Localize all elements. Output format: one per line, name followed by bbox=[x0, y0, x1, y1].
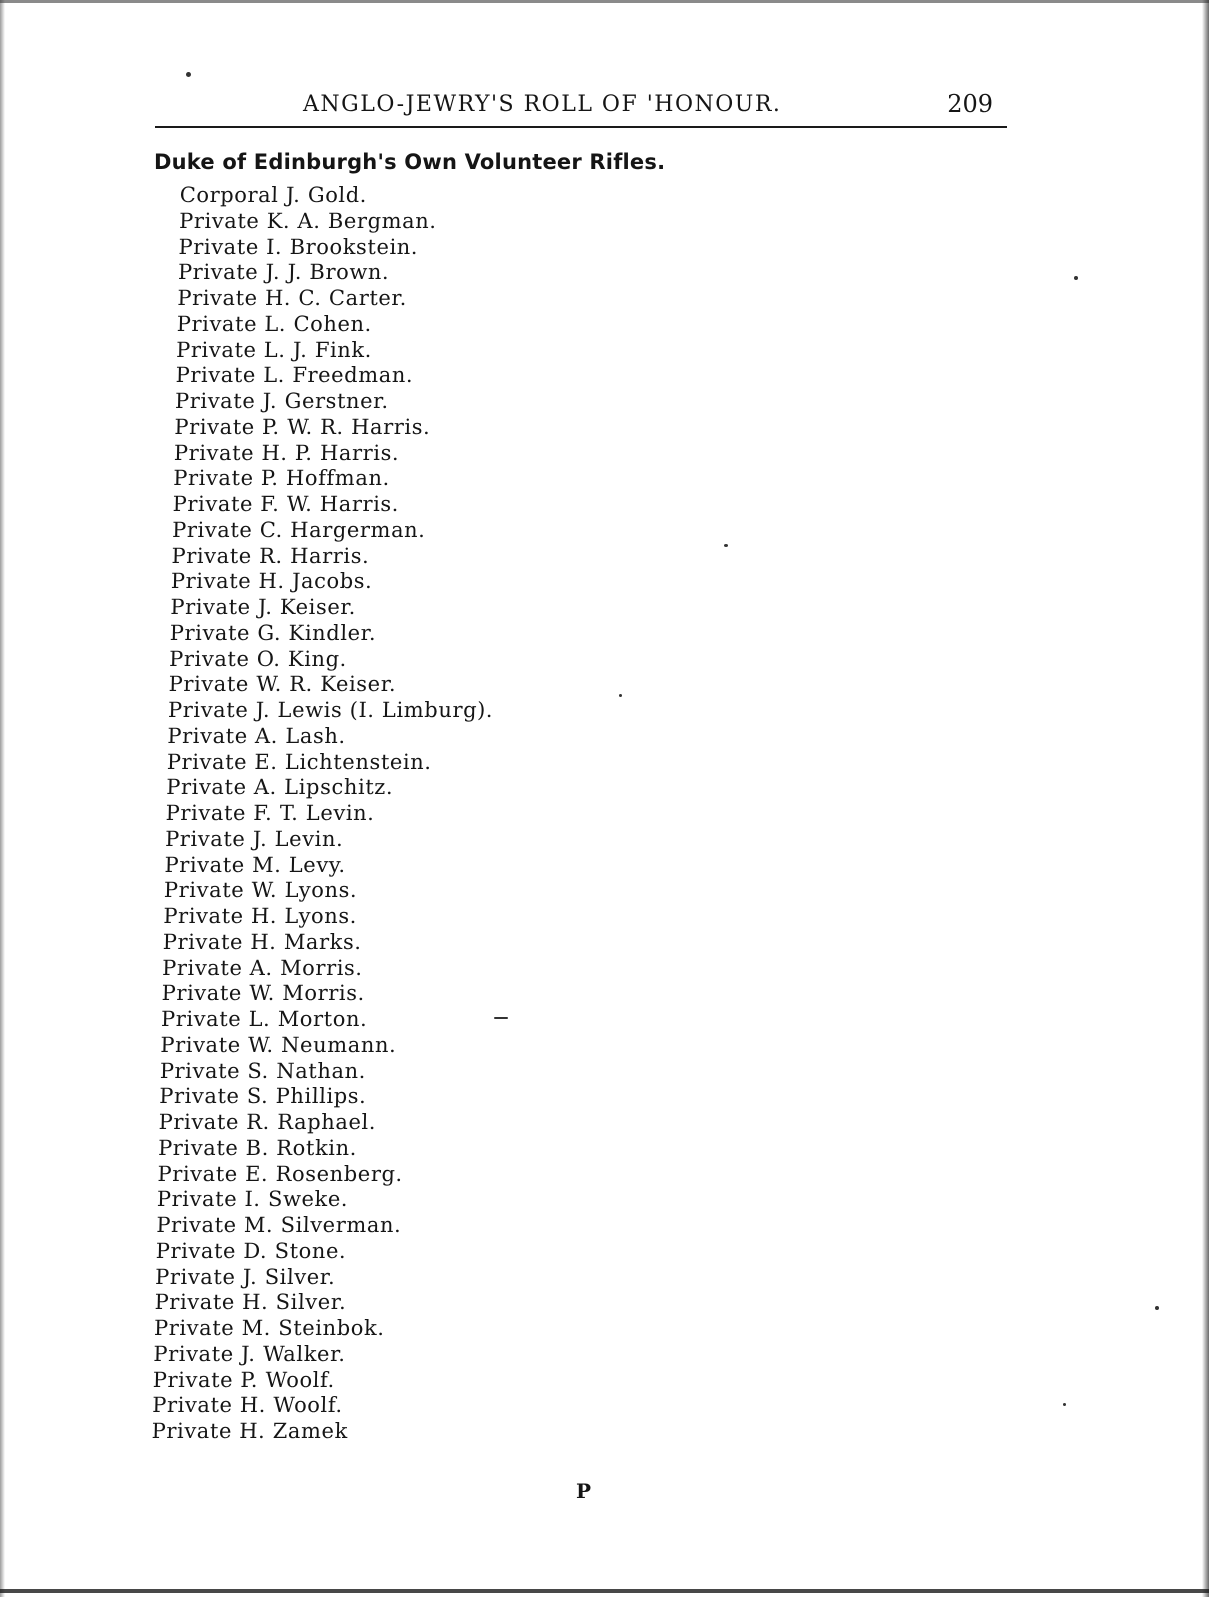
roll-entry: Private F. T. Levin. bbox=[165, 801, 375, 825]
roll-entry: Private G. Kindler. bbox=[169, 620, 377, 645]
roll-entry: Private M. Silverman. bbox=[156, 1213, 402, 1237]
roll-entry: Private H. Silver. bbox=[154, 1290, 347, 1315]
roll-entry: Private J. J. Brown. bbox=[177, 260, 390, 285]
roll-entry: Private P. W. R. Harris. bbox=[174, 414, 431, 439]
roll-entry: Private P. Hoffman. bbox=[173, 466, 391, 491]
roll-entry: Private K. A. Bergman. bbox=[178, 208, 437, 233]
scan-edge-bottom bbox=[0, 1589, 1209, 1593]
roll-entry: Private O. King. bbox=[168, 646, 348, 671]
signature-mark: P bbox=[576, 1479, 592, 1503]
roll-entry: Private H. Lyons. bbox=[163, 904, 358, 928]
roll-entry: Private M. Levy. bbox=[164, 852, 347, 877]
running-title: ANGLO-JEWRY'S ROLL OF 'HONOUR. bbox=[303, 92, 782, 117]
roll-entry: Private R. Harris. bbox=[171, 543, 370, 568]
section-heading: Duke of Edinburgh's Own Volunteer Rifles. bbox=[154, 150, 666, 174]
roll-entry: Private A. Morris. bbox=[161, 955, 364, 980]
roll-entry: Private J. Keiser. bbox=[170, 595, 357, 619]
scan-speck bbox=[186, 72, 191, 77]
scan-speck bbox=[1074, 276, 1078, 280]
page-header bbox=[155, 88, 1007, 128]
roll-entry: Private H. Jacobs. bbox=[170, 569, 373, 594]
header-rule bbox=[155, 126, 1007, 128]
roll-entry: Private I. Brookstein. bbox=[178, 234, 419, 259]
scan-edge-right bbox=[1202, 0, 1209, 1597]
roll-entry: Private R. Raphael. bbox=[158, 1110, 377, 1134]
roll-entry: Private S. Phillips. bbox=[159, 1084, 367, 1109]
roll-entry: Corporal J. Gold. bbox=[179, 183, 368, 207]
scan-edge-left bbox=[0, 0, 5, 1597]
roll-entry: Private H. Marks. bbox=[162, 929, 362, 954]
roll-entry: Private C. Hargerman. bbox=[171, 517, 426, 542]
roll-entry: Private E. Rosenberg. bbox=[157, 1161, 404, 1186]
roll-entry: Private J. Levin. bbox=[164, 826, 344, 851]
roll-entry: Private J. Silver. bbox=[154, 1264, 336, 1289]
scan-speck bbox=[619, 694, 622, 697]
roll-entry: Private J. Gerstner. bbox=[174, 389, 390, 413]
roll-entry: Private L. Cohen. bbox=[176, 311, 373, 336]
scan-speck bbox=[1155, 1306, 1159, 1310]
roll-entry: Private W. Morris. bbox=[161, 981, 366, 1006]
roll-entry: Private W. Neumann. bbox=[160, 1032, 397, 1057]
roll-entry: Private B. Rotkin. bbox=[157, 1135, 358, 1160]
scan-edge-top bbox=[0, 0, 1209, 3]
roll-entry: Private W. R. Keiser. bbox=[168, 672, 397, 697]
roll-entry: Private I. Sweke. bbox=[156, 1187, 349, 1212]
roll-entry: Private P. Woolf. bbox=[152, 1367, 336, 1392]
page-number: 209 bbox=[947, 90, 993, 118]
roll-entry: Private L. J. Fink. bbox=[175, 337, 373, 362]
roll-entry: Private J. Walker. bbox=[153, 1341, 347, 1366]
roll-entry: Private E. Lichtenstein. bbox=[166, 749, 432, 774]
roll-entry: Private H. Woolf. bbox=[151, 1393, 344, 1418]
roll-entry: Private L. Freedman. bbox=[175, 363, 414, 388]
roll-entry: Private F. W. Harris. bbox=[172, 492, 400, 516]
roll-entry: Private D. Stone. bbox=[155, 1238, 347, 1263]
scan-speck bbox=[724, 544, 728, 547]
roll-entry: Private H. P. Harris. bbox=[173, 440, 400, 465]
roll-entry: Private H. C. Carter. bbox=[177, 286, 408, 310]
roll-entry: Private W. Lyons. bbox=[163, 878, 358, 903]
roll-of-honour-list bbox=[151, 183, 505, 1445]
roll-entry: Private H. Zamek bbox=[151, 1419, 349, 1443]
roll-entry: Private M. Steinbok. bbox=[153, 1316, 385, 1340]
scan-speck bbox=[1063, 1403, 1066, 1406]
roll-entry: Private L. Morton. bbox=[160, 1007, 368, 1031]
scan-speck bbox=[494, 1017, 508, 1019]
roll-entry: Private A. Lash. bbox=[167, 723, 347, 748]
roll-entry: Private J. Lewis (I. Limburg). bbox=[167, 698, 494, 722]
roll-entry: Private A. Lipschitz. bbox=[166, 775, 394, 800]
roll-entry: Private S. Nathan. bbox=[159, 1058, 367, 1083]
